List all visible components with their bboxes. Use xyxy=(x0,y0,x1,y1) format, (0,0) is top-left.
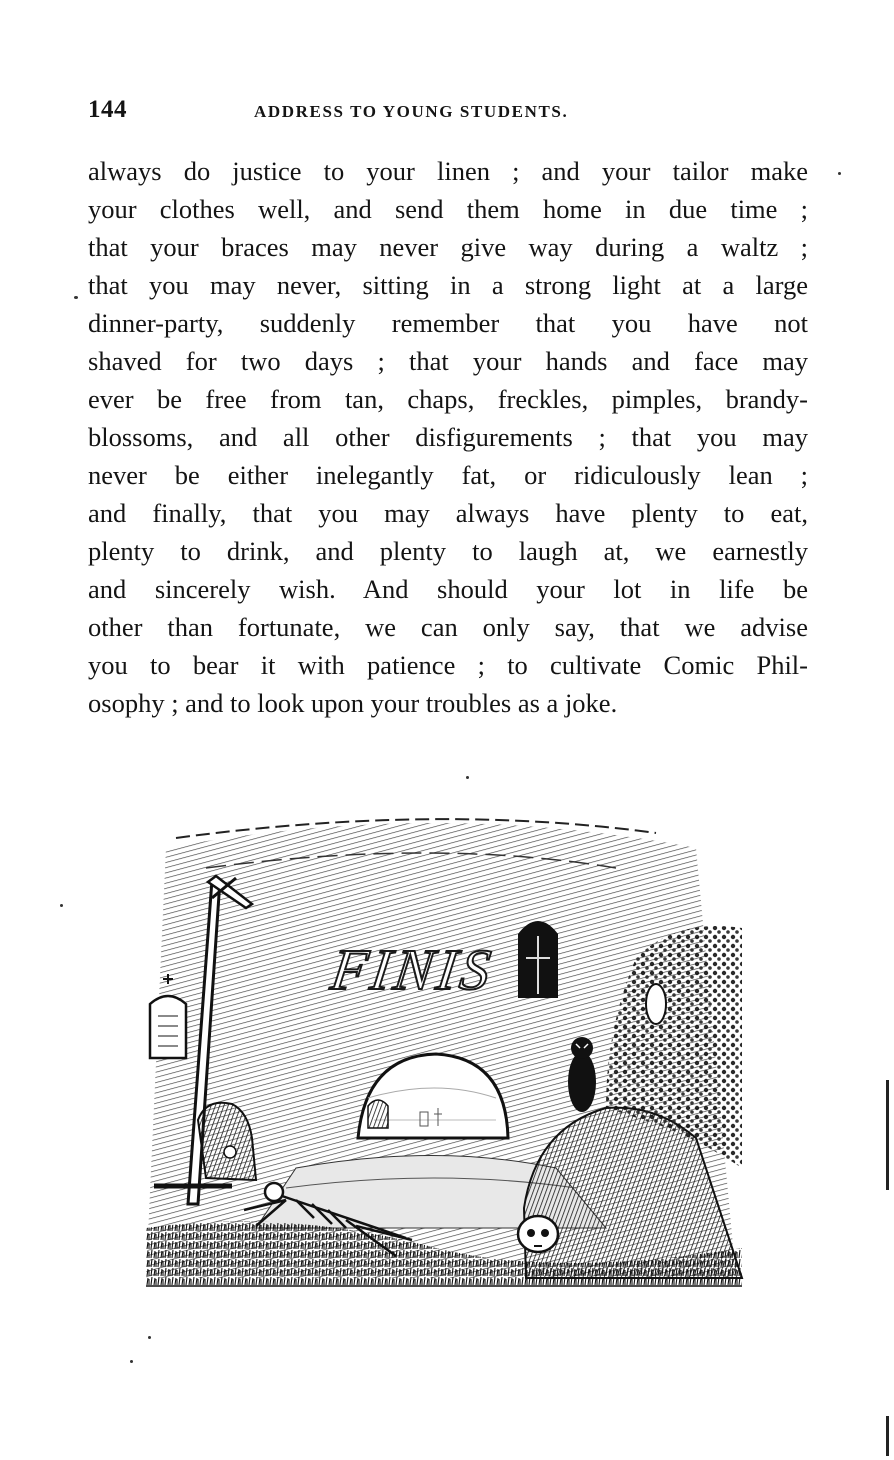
text-line: that you may never, sitting in a strong light at a large xyxy=(88,270,808,300)
running-head xyxy=(88,96,640,126)
finis-engraving xyxy=(136,808,748,1300)
text-line: plenty to drink, and plenty to laugh at, we earnestly xyxy=(88,536,808,566)
text-line: shaved for two days ; that your hands and face may xyxy=(88,346,808,376)
print-speck xyxy=(74,296,78,299)
text-line: you to bear it with patience ; to cultivate Comic Phil- xyxy=(88,650,808,680)
text-line: ever be free from tan, chaps, freckles, pimples, brandy- xyxy=(88,384,808,414)
body-text xyxy=(88,152,808,722)
print-speck xyxy=(838,172,841,175)
owl xyxy=(568,1037,596,1112)
text-line: blossoms, and all other disfigurements ; that you may xyxy=(88,422,808,452)
print-speck xyxy=(130,1360,133,1363)
text-line: always do justice to your linen ; and your tailor make xyxy=(88,156,808,186)
text-line: other than fortunate, we can only say, that we advise xyxy=(88,612,808,642)
page-number: 144 xyxy=(88,96,127,123)
text-line: never be either inelegantly fat, or ridiculously lean ; xyxy=(88,460,808,490)
print-speck xyxy=(466,776,469,779)
margin-rule xyxy=(886,1416,889,1456)
text-line: osophy ; and to look upon your troubles as a joke. xyxy=(88,688,618,718)
running-head-title: ADDRESS TO YOUNG STUDENTS. xyxy=(254,102,569,121)
print-speck xyxy=(148,1336,151,1339)
text-line: and finally, that you may always have plenty to eat, xyxy=(88,498,808,528)
text-line: dinner-party, suddenly remember that you have not xyxy=(88,308,808,338)
engraving-artwork xyxy=(136,808,748,1300)
text-line: and sincerely wish. And should your lot in life be xyxy=(88,574,808,604)
text-line: your clothes well, and send them home in due time ; xyxy=(88,194,808,224)
margin-rule xyxy=(886,1080,889,1190)
print-speck xyxy=(60,904,63,907)
skull xyxy=(518,1216,558,1252)
finis-inscription: FINIS xyxy=(327,937,499,1002)
text-line: that your braces may never give way during a waltz ; xyxy=(88,232,808,262)
